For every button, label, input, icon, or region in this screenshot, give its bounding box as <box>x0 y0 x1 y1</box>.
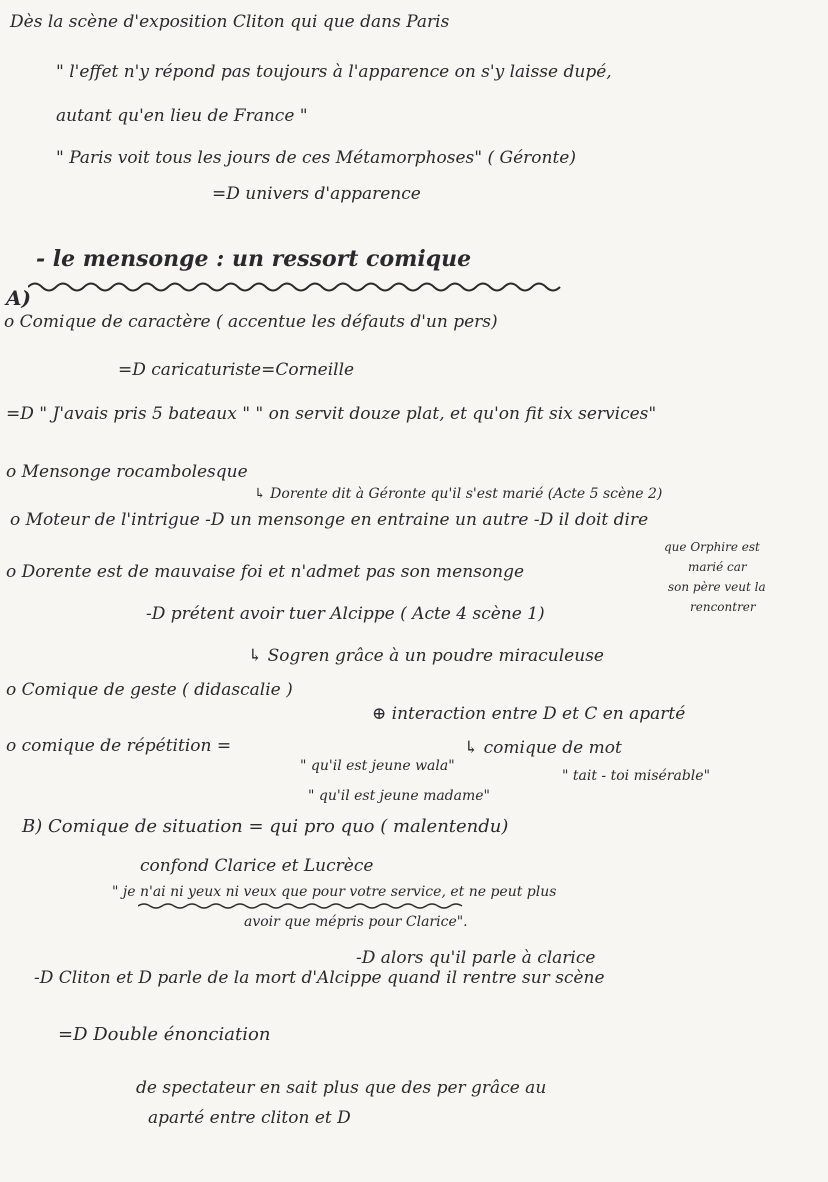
b-line-3: " je n'ai ni yeux ni veux que pour votre service, et ne peut plus <box>112 884 557 900</box>
a-line-1: o Comique de caractère ( accentue les défauts d'un pers) <box>4 312 498 332</box>
b-line-4: avoir que mépris pour Clarice". <box>244 914 468 930</box>
intro-line-1: Dès la scène d'exposition Cliton qui que dans Paris <box>10 12 450 32</box>
b-line-2: confond Clarice et Lucrèce <box>140 856 374 876</box>
a-line-4: o Mensonge rocambolesque <box>6 462 248 482</box>
a-line-6: o Moteur de l'intrigue -D un mensonge en entraine un autre -D il doit dire <box>10 510 649 530</box>
a-line-5: ↳ Dorente dit à Géronte qu'il s'est marié (Acte 5 scène 2) <box>254 486 663 502</box>
title-squiggle <box>28 280 588 294</box>
a-line-12b: " tait - toi misérable" <box>562 768 711 784</box>
a-line-12: " qu'il est jeune madame" <box>308 788 490 804</box>
a-line-11c: ↳ comique de mot <box>464 738 622 758</box>
intro-line-3: autant qu'en lieu de France " <box>56 106 308 126</box>
b-line-7: =D Double énonciation <box>58 1024 271 1045</box>
a-line-8: -D prétent avoir tuer Alcippe ( Acte 4 scène 1) <box>146 604 545 624</box>
intro-line-4: " Paris voit tous les jours de ces Métamorphoses" ( Géronte) <box>56 148 576 168</box>
section-a-marker: A) <box>6 286 31 310</box>
a-side-3: son père veut la <box>668 580 766 594</box>
a-line-10b: ⊕ interaction entre D et C en aparté <box>372 704 686 724</box>
b-line-5: -D alors qu'il parle à clarice <box>356 948 596 968</box>
a-line-11: o comique de répétition = <box>6 736 232 756</box>
section-title: - le mensonge : un ressort comique <box>36 246 472 272</box>
a-line-7: o Dorente est de mauvaise foi et n'admet pas son mensonge <box>6 562 525 582</box>
a-line-3: =D " J'avais pris 5 bateaux " " on servit douze plat, et qu'on fit six services" <box>6 404 657 424</box>
b-line-9: aparté entre cliton et D <box>148 1108 351 1128</box>
intro-line-5: =D univers d'apparence <box>212 184 421 204</box>
b-line-1: B) Comique de situation = qui pro quo ( malentendu) <box>22 816 509 837</box>
a-line-2: =D caricaturiste=Corneille <box>118 360 355 380</box>
a-side-2: marié car <box>688 560 747 574</box>
a-side-1: que Orphire est <box>664 540 760 554</box>
a-line-11b: " qu'il est jeune wala" <box>300 758 455 774</box>
intro-line-2: " l'effet n'y répond pas toujours à l'apparence on s'y laisse dupé, <box>56 62 612 82</box>
b-line-8: de spectateur en sait plus que des per grâce au <box>136 1078 547 1098</box>
a-line-10: o Comique de geste ( didascalie ) <box>6 680 293 700</box>
quote-underline <box>138 902 468 910</box>
b-line-6: -D Cliton et D parle de la mort d'Alcippe quand il rentre sur scène <box>34 968 605 988</box>
a-side-4: rencontrer <box>690 600 756 614</box>
a-line-9: ↳ Sogren grâce à un poudre miraculeuse <box>248 646 604 666</box>
